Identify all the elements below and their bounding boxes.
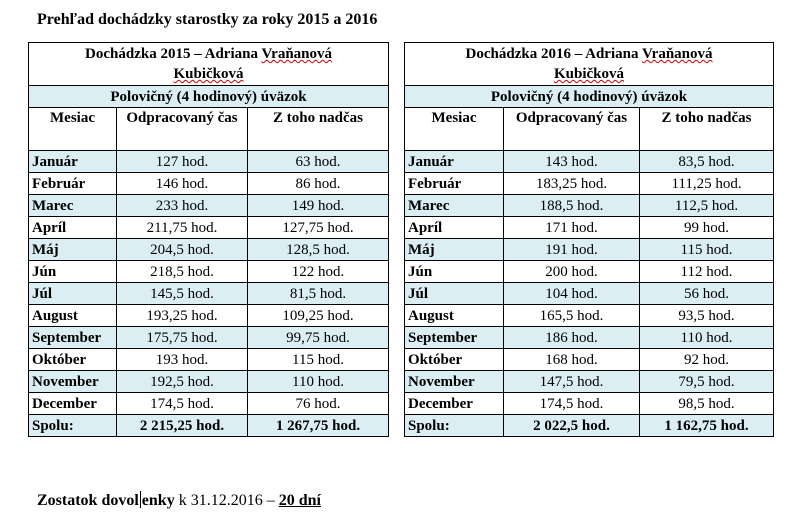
table-row [405, 371, 774, 393]
table-heading [29, 43, 389, 86]
table-row [405, 305, 774, 327]
overtime-cell: 110 hod. [248, 371, 389, 393]
table-row [29, 371, 389, 393]
month-cell: September [405, 327, 504, 349]
overtime-cell: 115 hod. [640, 239, 774, 261]
table-row [405, 195, 774, 217]
table-row [405, 327, 774, 349]
overtime-cell: 112 hod. [640, 261, 774, 283]
total-label: Spolu: [405, 415, 504, 437]
table-row [405, 261, 774, 283]
column-header-worked: Odpracovaný čas [504, 108, 640, 151]
table-row [29, 173, 389, 195]
month-cell: Február [405, 173, 504, 195]
worked-cell: 233 hod. [117, 195, 248, 217]
table-body [405, 43, 774, 437]
table-subheading: Polovičný (4 hodinový) úväzok [29, 86, 389, 108]
column-header-overtime: Z toho nadčas [640, 108, 774, 151]
attendance-table-2016 [404, 42, 774, 437]
table-row [405, 349, 774, 371]
worked-cell: 193 hod. [117, 349, 248, 371]
overtime-cell: 92 hod. [640, 349, 774, 371]
total-label: Spolu: [29, 415, 117, 437]
table-row [29, 327, 389, 349]
overtime-cell: 115 hod. [248, 349, 389, 371]
table-body [29, 43, 389, 437]
worked-cell: 218,5 hod. [117, 261, 248, 283]
month-cell: Október [405, 349, 504, 371]
worked-cell: 165,5 hod. [504, 305, 640, 327]
overtime-cell: 109,25 hod. [248, 305, 389, 327]
worked-cell: 174,5 hod. [504, 393, 640, 415]
overtime-cell: 110 hod. [640, 327, 774, 349]
worked-cell: 191 hod. [504, 239, 640, 261]
overtime-cell: 111,25 hod. [640, 173, 774, 195]
vacation-date: k 31.12.2016 – [174, 492, 279, 509]
month-cell: Február [29, 173, 117, 195]
month-cell: Júl [29, 283, 117, 305]
total-row [405, 415, 774, 437]
month-cell: Marec [405, 195, 504, 217]
worked-cell: 146 hod. [117, 173, 248, 195]
table-row [405, 393, 774, 415]
month-cell: Máj [29, 239, 117, 261]
table-row [405, 239, 774, 261]
column-header-month: Mesiac [29, 108, 117, 151]
vacation-balance [37, 491, 321, 510]
total-overtime: 1 267,75 hod. [248, 415, 389, 437]
month-cell: September [29, 327, 117, 349]
total-overtime: 1 162,75 hod. [640, 415, 774, 437]
table-row [405, 151, 774, 173]
month-cell: Apríl [29, 217, 117, 239]
worked-cell: 192,5 hod. [117, 371, 248, 393]
heading-name: Vraňanová [641, 46, 713, 62]
overtime-cell: 128,5 hod. [248, 239, 389, 261]
worked-cell: 186 hod. [504, 327, 640, 349]
worked-cell: 193,25 hod. [117, 305, 248, 327]
worked-cell: 200 hod. [504, 261, 640, 283]
month-cell: November [29, 371, 117, 393]
overtime-cell: 81,5 hod. [248, 283, 389, 305]
overtime-cell: 56 hod. [640, 283, 774, 305]
worked-cell: 147,5 hod. [504, 371, 640, 393]
attendance-table-2015 [28, 42, 389, 437]
worked-cell: 174,5 hod. [117, 393, 248, 415]
month-cell: August [405, 305, 504, 327]
overtime-cell: 86 hod. [248, 173, 389, 195]
column-header-worked: Odpracovaný čas [117, 108, 248, 151]
table-heading [405, 43, 774, 86]
total-worked: 2 022,5 hod. [504, 415, 640, 437]
month-cell: Január [29, 151, 117, 173]
month-cell: Jún [405, 261, 504, 283]
worked-cell: 188,5 hod. [504, 195, 640, 217]
month-cell: December [405, 393, 504, 415]
heading-prefix: Dochádzka 2015 – Adriana [85, 46, 262, 62]
month-cell: August [29, 305, 117, 327]
worked-cell: 175,75 hod. [117, 327, 248, 349]
month-cell: Marec [29, 195, 117, 217]
total-worked: 2 215,25 hod. [117, 415, 248, 437]
table-row [405, 173, 774, 195]
month-cell: Júl [405, 283, 504, 305]
overtime-cell: 79,5 hod. [640, 371, 774, 393]
month-cell: November [405, 371, 504, 393]
overtime-cell: 122 hod. [248, 261, 389, 283]
table-row [29, 305, 389, 327]
worked-cell: 168 hod. [504, 349, 640, 371]
vacation-label-b: enky [141, 492, 175, 509]
table-row [29, 283, 389, 305]
overtime-cell: 99 hod. [640, 217, 774, 239]
month-cell: Apríl [405, 217, 504, 239]
worked-cell: 145,5 hod. [117, 283, 248, 305]
overtime-cell: 63 hod. [248, 151, 389, 173]
table-subheading: Polovičný (4 hodinový) úväzok [405, 86, 774, 108]
vacation-label-a: Zostatok dovol [37, 492, 139, 509]
table-row [29, 195, 389, 217]
worked-cell: 204,5 hod. [117, 239, 248, 261]
table-row [405, 283, 774, 305]
vacation-days: 20 dní [278, 492, 321, 509]
table-row [405, 217, 774, 239]
overtime-cell: 76 hod. [248, 393, 389, 415]
worked-cell: 171 hod. [504, 217, 640, 239]
month-cell: Január [405, 151, 504, 173]
document-title: Prehľad dochádzky starostky za roky 2015 a 2016 [37, 11, 378, 28]
table-row [29, 261, 389, 283]
month-cell: Jún [29, 261, 117, 283]
worked-cell: 143 hod. [504, 151, 640, 173]
table-row [29, 393, 389, 415]
month-cell: Október [29, 349, 117, 371]
overtime-cell: 127,75 hod. [248, 217, 389, 239]
overtime-cell: 149 hod. [248, 195, 389, 217]
table-row [29, 217, 389, 239]
table-row [29, 349, 389, 371]
column-header-month: Mesiac [405, 108, 504, 151]
worked-cell: 127 hod. [117, 151, 248, 173]
table-row [29, 239, 389, 261]
heading-surname: Kubičková [173, 66, 244, 82]
worked-cell: 211,75 hod. [117, 217, 248, 239]
month-cell: Máj [405, 239, 504, 261]
heading-name: Vraňanová [261, 46, 332, 62]
month-cell: December [29, 393, 117, 415]
overtime-cell: 99,75 hod. [248, 327, 389, 349]
overtime-cell: 83,5 hod. [640, 151, 774, 173]
column-header-overtime: Z toho nadčas [248, 108, 389, 151]
worked-cell: 104 hod. [504, 283, 640, 305]
overtime-cell: 98,5 hod. [640, 393, 774, 415]
worked-cell: 183,25 hod. [504, 173, 640, 195]
table-row [29, 151, 389, 173]
overtime-cell: 93,5 hod. [640, 305, 774, 327]
overtime-cell: 112,5 hod. [640, 195, 774, 217]
heading-prefix: Dochádzka 2016 – Adriana [465, 46, 642, 62]
text-cursor [140, 491, 141, 508]
heading-surname: Kubičková [553, 66, 625, 82]
total-row [29, 415, 389, 437]
